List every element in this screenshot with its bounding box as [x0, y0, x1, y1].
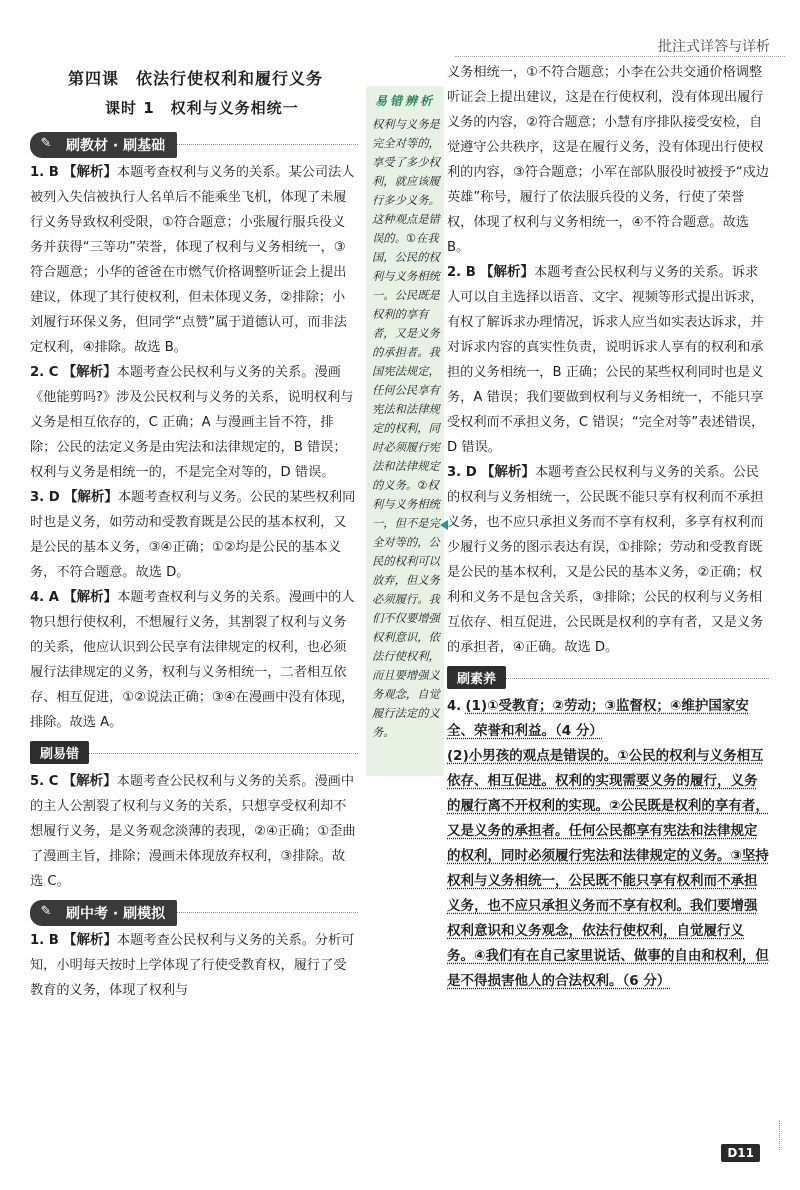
item-text: 本题考查权利与义务的关系。某公司法人被列入失信被执行人名单后不能乘坐飞机，体现了未履行义务导致权利受限，①符合题意；小张履行服兵役义务并获得“三等功”荣誉，体现了权利与义务相统一，③符合题意；小华的爸爸在市燃气价格调整听证会上提出建议，体现了其行使权利，但未体现义务，②排除；小刘履行环保义务，但同学“点赞”属于道德认可，而非法定权利，④排除。故选 B。 [30, 165, 355, 355]
header-running-title: 批注式详答与详析 [658, 39, 770, 55]
item-number: 1. B [30, 933, 59, 948]
item-text: 义务相统一，①不符合题意；小李在公共交通价格调整听证会上提出建议，这是在行使权利，没有体现出履行义务的内容，②符合题意；小慧有序排队接受安检，自觉遵守公共秩序，这是在履行义务，没有体现出行使权利的内容，③符合题意；小军在部队服役时被授予“戍边英雄”称号，履行了依法服兵役的义务，行使了荣誉权，体现了权利与义务相统一，④不符合题意。故选 B。 [447, 65, 769, 255]
section-yicuo-text: 刷易错 [30, 741, 89, 764]
item-tag: 【解析】 [63, 489, 118, 505]
answer-item-r2 [447, 260, 769, 460]
item-number: 3. D [30, 490, 60, 505]
error-analysis-sidebar [366, 86, 444, 776]
section-suyang [447, 666, 769, 690]
item-tag: 【解析】 [63, 164, 118, 180]
sidebar-text: 权利与义务是完全对等的，享受了多少权利，就应该履行多少义务。这种观点是错误的。①在我国，公民的权利与义务相统一。公民既是权利的享有者，又是义务的承担者。我国宪法规定，任何公民享有宪法和法律规定的权利，同时必须履行宪法和法律规定的义务。②权利与义务相统一，但不是完全对等的，公民的权利可以放弃，但义务必须履行。我们不仅要增强权利意识，依法行使权利，而且要增强义务观念，自觉履行法定的义务。 [372, 118, 440, 739]
item-number: 1. B [30, 165, 59, 180]
brush-icon: ✎ [40, 904, 52, 919]
answer-item-2 [30, 360, 358, 485]
page-number: D11 [721, 1144, 760, 1162]
section-label [30, 132, 177, 158]
answer-item-zk1 [30, 928, 358, 1003]
section-jiaocai [30, 132, 358, 156]
item-tag: 【解析】 [62, 773, 117, 789]
item-number: 4. A [30, 590, 59, 605]
footer-rule [779, 1120, 780, 1150]
item-number: 3. D [447, 465, 477, 480]
item-part1: (1)①受教育；②劳动；③监督权；④维护国家安全、荣誉和利益。（4 分） [447, 698, 749, 739]
left-column [30, 130, 358, 1003]
item-text: 本题考查公民权利与义务的关系。漫画《他能剪吗?》涉及公民权利与义务的关系，说明权利与义务是相互依存的，C 正确；A 与漫画主旨不符，排除；公民的法定义务是由宪法和法律规定的，B 错误；权利与义务是相统一的，不是完全对等的，D 错误。 [30, 365, 354, 480]
item-number: 4. [447, 699, 462, 714]
answer-item-r4 [447, 694, 769, 744]
answer-item-4 [30, 585, 358, 735]
right-column [447, 60, 769, 994]
item-tag: 【解析】 [62, 364, 117, 380]
item-text: 本题考查权利与义务的关系。漫画中的人物只想行使权利，不想履行义务，其割裂了权利与义务的关系，他应认识到公民享有法律规定的权利，也必须履行法律规定的义务，权利与义务相统一，二者相互依存、相互促进，①②说法正确；③④在漫画中没有体现，排除。故选 A。 [30, 590, 355, 730]
answer-item-5 [30, 769, 358, 894]
answer-item-3 [30, 485, 358, 585]
item-tag: 【解析】 [480, 464, 535, 480]
item-number: 2. C [30, 365, 59, 380]
item-text: 本题考查公民权利与义务的关系。公民的权利与义务相统一，公民既不能只享有权利而不承担义务，也不应只承担义务而不享有权利，多享有权利而少履行义务的图示表达有误，①排除；劳动和受教育既是公民的基本权利，又是公民的基本义务，②正确；权利和义务不是包含关系，③排除；公民的权利与义务相互依存、相互促进，公民既是权利的享有者，又是义务的承担者，④正确。故选 D。 [447, 465, 764, 655]
header-rule [455, 56, 785, 57]
section-suyang-text: 刷素养 [447, 666, 506, 689]
item-number: 2. B [447, 265, 476, 280]
item-tag: 【解析】 [63, 932, 118, 948]
item-tag: 【解析】 [480, 264, 535, 280]
answer-item-1 [30, 160, 358, 360]
item-text: 本题考查公民权利与义务的关系。诉求人可以自主选择以语音、文字、视频等形式提出诉求，有权了解诉求办理情况，诉求人应当如实表达诉求，并对诉求内容的真实性负责，说明诉求人享有的权利和承担的义务相统一，B 正确；公民的某些权利同时也是义务，A 错误；我们要做到权利与义务相统一，不能只享受权利而不承担义务，C 错误；“完全对等”表述错误，D 错误。 [447, 265, 765, 455]
item-number: 5. C [30, 774, 59, 789]
answer-item-r3 [447, 460, 769, 660]
brush-icon: ✎ [40, 136, 52, 151]
answer-item-r4-part2 [447, 744, 769, 994]
item-text: 本题考查权利与义务。公民的某些权利同时也是义务，如劳动和受教育既是公民的基本权利，又是公民的基本义务，③④正确；①②均是公民的基本义务，不符合题意。故选 D。 [30, 490, 356, 580]
item-text: 本题考查公民权利与义务的关系。分析可知，小明每天按时上学体现了行使受教育权，履行了受教育的义务，体现了权利与 [30, 933, 355, 998]
section-zhongkao-text: 刷中考 · 刷模拟 [66, 906, 166, 922]
item-text: 本题考查公民权利与义务的关系。漫画中的主人公割裂了权利与义务的关系，只想享受权利却不想履行义务，是义务观念淡薄的表现，②④正确；①歪曲了漫画主旨，排除；漫画未体现放弃权利，③排除。故选 C。 [30, 774, 356, 889]
section-jiaocai-text: 刷教材 · 刷基础 [66, 138, 166, 154]
lesson-title: 第四课 依法行使权利和履行义务 [68, 69, 324, 88]
answer-continuation [447, 60, 769, 260]
section-label [30, 900, 177, 926]
period-title: 课时 1 权利与义务相统一 [105, 99, 299, 117]
sidebar-title: 易错辨析 [374, 94, 435, 108]
section-zhongkao [30, 900, 358, 924]
item-part2: (2)小男孩的观点是错误的。①公民的权利与义务相互依存、相互促进。权利的实现需要义务的履行，义务的履行离不开权利的实现。②公民既是权利的享有者，又是义务的承担者。任何公民都享有宪法和法律规定的权利，同时必须履行宪法和法律规定的义务。③坚持权利与义务相统一，公民既不能只享有权利而不承担义务，也不应只承担义务而不享有权利。我们要增强权利意识和义务观念，依法行使权利，自觉履行义务。④我们有在自己家里说话、做事的自由和权利，但是不得损害他人的合法权利。（6 分） [447, 748, 769, 989]
item-tag: 【解析】 [63, 589, 118, 605]
section-yicuo [30, 741, 358, 765]
